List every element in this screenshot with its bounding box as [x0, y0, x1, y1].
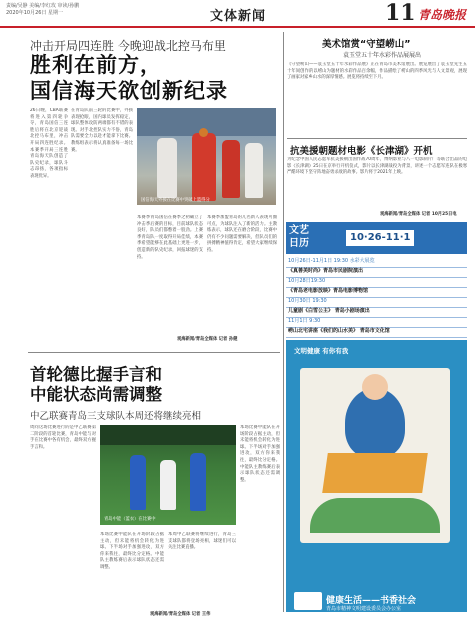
right-story1-title: 美术馆赏“守望崂山”	[322, 39, 411, 50]
article1-column-2: 在青岛队前三轮的比赛中，外援表现抢眼，国内球员发挥稳定，球队整体攻防两端都有不错的表现。对手北控队实力不俗，青岛队需要全力以赴才能拿下比赛。教练组表示将认真准备每一场比赛。	[71, 108, 133, 153]
article2-headline-line1: 首轮德比握手言和	[30, 365, 162, 384]
calendar-label	[289, 224, 335, 252]
basketball	[199, 128, 208, 137]
article2-column-3: 本周中乙联赛将继续进行，青岛三支球队都将登场亮相，球迷们可以关注比赛直播。	[168, 532, 236, 551]
calendar-row: 崂山北宅讲座《我们的山水美》 青岛市文化馆	[286, 325, 467, 338]
article2-byline: 观海新闻/青岛全媒体 记者 王伟	[150, 612, 211, 617]
article1-headline	[30, 52, 228, 104]
article1-kicker: 冲击开局四连胜 今晚迎战北控马布里	[30, 39, 226, 53]
player-white	[157, 138, 177, 198]
ad-sponsor: 青岛市精神文明建设委员会办公室	[326, 606, 402, 612]
header-meta	[6, 3, 79, 17]
calendar-row: 10月30日 19:30	[286, 295, 467, 308]
ad-title: 健康生活——书香社会	[326, 596, 417, 606]
soccer-photo	[100, 425, 236, 525]
article1-column-3: 本赛季青岛国信在赛季之初确立了冲击季后赛的目标，目前球队状态良好，队员们都憋着一股劲。上赛季青岛队一度取得开局佳绩，本赛季希望能够在此基础上更进一步，创造新的队史纪录，回报球迷的支持。	[137, 215, 203, 260]
calendar-row: 11月1日 9:30	[286, 315, 467, 328]
newspaper-logo: 青岛晚报	[418, 8, 467, 22]
right-story2-title: 抗美援朝题材电影《长津湖》开机	[290, 146, 433, 157]
right-story1-body: 《守望崂山——袁玉堂五十年水彩作品展》正在青岛市美术馆展出。展览展出了袁玉堂先生五十年间创作的以崂山为题材的水彩作品百余幅，作品描绘了崂山的四季风光与人文景观，展现了画家对家乡山水的深厚情感。展览将持续至下月。	[287, 62, 467, 81]
reading-illustration	[300, 368, 450, 543]
face-icon	[362, 374, 388, 400]
soccer-player-blue-2	[190, 453, 206, 511]
calendar-label-line1: 文艺	[289, 225, 309, 236]
column-divider	[283, 32, 284, 612]
article1-headline-line1: 胜利在前方，	[30, 52, 162, 77]
article1-headline-line2: 国信海天欲创新纪录	[30, 78, 228, 103]
calendar-row: 10月26日-11月1日 19:30 水彩大展览	[286, 255, 467, 268]
culture-calendar	[286, 222, 467, 332]
calendar-row: 儿童剧《白雪公主》 青岛小剧场演出	[286, 305, 467, 318]
ad-logo-icon	[294, 592, 322, 610]
player-white-2	[245, 143, 263, 198]
issue-date: 2020年10月26日 星期一	[6, 10, 64, 16]
page-header	[0, 0, 475, 28]
article1-byline: 观海新闻/青岛全媒体 记者 孙健	[177, 337, 238, 342]
basketball-photo	[137, 108, 276, 205]
article2-kicker: 中乙联赛青岛三支球队本周还将继续亮相	[30, 411, 202, 422]
article1-column-4: 本赛季加盟青岛的几名新人表现可圈可点，为球队注入了新的活力。主教练表示，球队还在磨合阶段，比赛中仍有不少问题需要解决，但队员们的拼搏精神值得肯定，希望大家继续保持。	[207, 215, 277, 253]
calendar-row: 《青岛老电影放映》青岛电影博物馆	[286, 285, 467, 298]
right-story2-body: 为纪念中国人民志愿军抗美援朝出国作战70周年，博纳影业与八一电影制片厂等联合出品的电影《长津湖》25日在京举行开机仪式，影片以长津湖战役为背景，讲述一个志愿军连队在极寒严酷环境下坚守阵地奋勇杀敌的故事。影片将于2021年上映。	[287, 157, 467, 176]
player-red-2	[222, 140, 240, 198]
calendar-row: 10月28日19:30	[286, 275, 467, 288]
calendar-label-line2: 日历	[289, 238, 309, 249]
photo2-caption: 青岛中能（蓝衣）在比赛中	[104, 517, 156, 522]
article1-column-1: 26日晚，CBA联赛将进入第四轮争夺，青岛国信三连胜后将在北京迎战北控马布里，冲击开局四连胜纪录。本赛季开局三连胜青岛海天队创造了队史纪录，球队斗志昂扬，各项指标表现优异。	[30, 108, 68, 179]
calendar-row: 《真善美时尚》青岛市民剧院演出	[286, 265, 467, 278]
soccer-player-white	[160, 460, 176, 510]
ad-slogan: 文明健康 有你有我	[294, 347, 349, 355]
soccer-player-blue	[130, 455, 146, 510]
article2-column-4: 本场比赛中能队在开场阶段占据主动，但未能将机会转化为进球。下半场对手加强进攻，双方你来我往，最终比分定格。中能队主教练赛后表示球队状态还需调整。	[240, 425, 280, 483]
photo-caption: 国信海天外援在比赛中突破上篮得分	[141, 198, 210, 203]
public-service-ad	[286, 340, 467, 612]
article-divider	[28, 352, 280, 353]
calendar-date-range: 10·26-11·1	[346, 230, 414, 246]
editor-credits: 责编/吴静 美编/李红玫 审读/孙鹏	[6, 3, 80, 9]
stadium-background	[100, 425, 236, 445]
book-icon	[322, 453, 428, 493]
right-story1-subtitle: 袁玉堂五十年水彩作品展展出	[343, 52, 422, 59]
player-red	[192, 133, 216, 201]
calendar-header	[286, 222, 467, 254]
article2-headline	[30, 365, 162, 405]
right-divider	[287, 138, 467, 139]
grass-icon	[310, 498, 440, 533]
section-title: 文体新闻	[210, 9, 267, 24]
article2-column-1: 周同这场比赛进行的是中乙联赛第二阶段的首轮比赛，青岛中能与对手在比赛中各有机会，最终双方握手言和。	[30, 425, 96, 450]
page-number: 11	[385, 0, 416, 26]
article2-column-2: 本场比赛中能队在开场阶段占据主动，但未能将机会转化为进球。下半场对手加强进攻，双方你来我往，最终比分定格。中能队主教练赛后表示球队状态还需调整。	[100, 532, 164, 570]
article2-headline-line2: 中能状态尚需调整	[30, 385, 162, 404]
right-story2-byline: 观海新闻/青岛全媒体 记者 10月25日电	[380, 212, 457, 217]
